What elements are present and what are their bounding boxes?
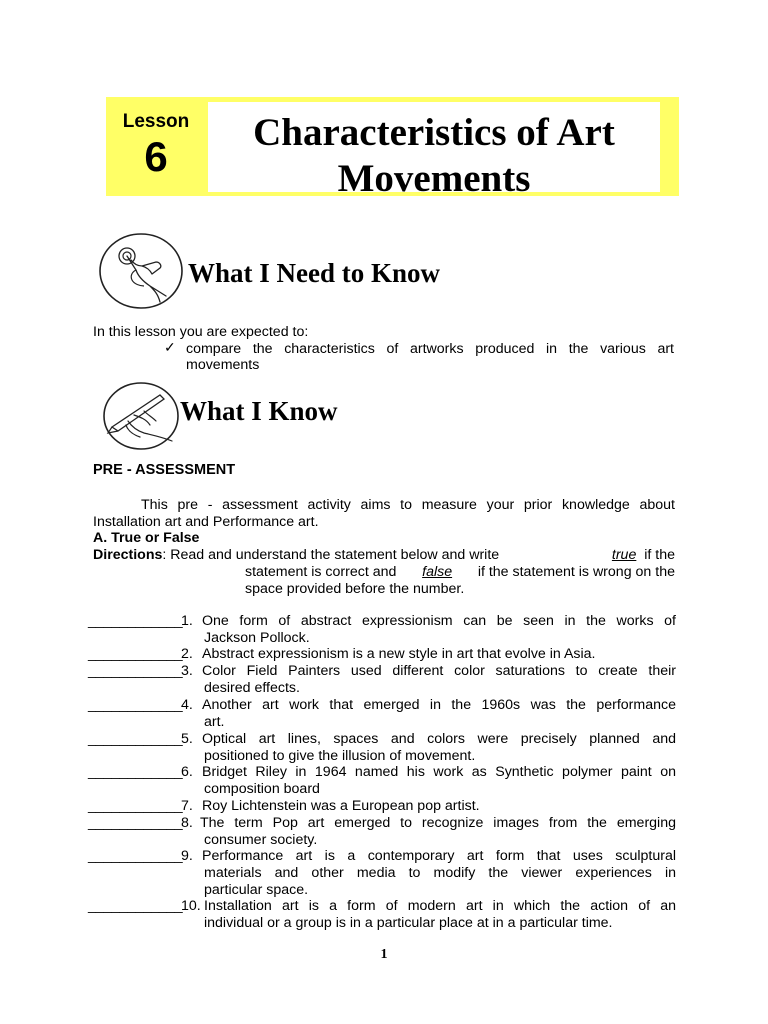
pointing-hand-icon	[98, 232, 184, 310]
directions-label: Directions	[93, 547, 163, 563]
directions-line3: space provided before the number.	[245, 581, 465, 597]
answer-blank[interactable]: ____________	[88, 697, 183, 713]
objectives-intro: In this lesson you are expected to:	[93, 324, 309, 340]
section-title-what-i-need-to-know: What I Need to Know	[188, 258, 441, 288]
section-title-what-i-know: What I Know	[180, 396, 338, 426]
true-keyword: true	[611, 547, 637, 563]
answer-blank[interactable]: ____________	[88, 848, 183, 864]
pre-assessment-para-line2: Installation art and Performance art.	[93, 514, 319, 530]
lesson-title-line2: Movements	[337, 157, 531, 200]
answer-blank[interactable]: ____________	[88, 646, 183, 662]
directions-line1: Directions: Read and understand the statement below and write true if the	[93, 547, 675, 563]
objective-line1: compare the characteristics of artworks produced in the various art	[186, 341, 674, 357]
false-keyword: false	[422, 564, 453, 580]
lesson-title	[208, 102, 660, 200]
part-label: A. True or False	[93, 530, 200, 546]
answer-blank[interactable]: ____________	[88, 798, 183, 814]
answer-blank[interactable]: ____________	[88, 731, 183, 747]
lesson-title-line1: Characteristics of Art	[253, 111, 615, 154]
lesson-number: 6	[144, 133, 168, 180]
lesson-label: Lesson	[122, 111, 190, 132]
checkmark-icon: ✓	[164, 340, 176, 356]
answer-blank[interactable]: ____________	[88, 898, 183, 914]
pre-assessment-para-line1: This pre - assessment activity aims to measure your prior knowledge about	[141, 497, 675, 513]
page-number: 1	[380, 947, 388, 962]
answer-blank[interactable]: ____________	[88, 764, 183, 780]
answer-blank[interactable]: ____________	[88, 663, 183, 679]
directions-line2: statement is correct and false if the statement is wrong on the	[245, 564, 675, 580]
answer-blank[interactable]: ____________	[88, 613, 183, 629]
writing-hand-icon	[102, 381, 180, 451]
objective-line2: movements	[186, 357, 260, 373]
lesson-badge	[106, 97, 206, 196]
pre-assessment-heading: PRE - ASSESSMENT	[93, 462, 236, 478]
answer-blank[interactable]: ____________	[88, 815, 183, 831]
